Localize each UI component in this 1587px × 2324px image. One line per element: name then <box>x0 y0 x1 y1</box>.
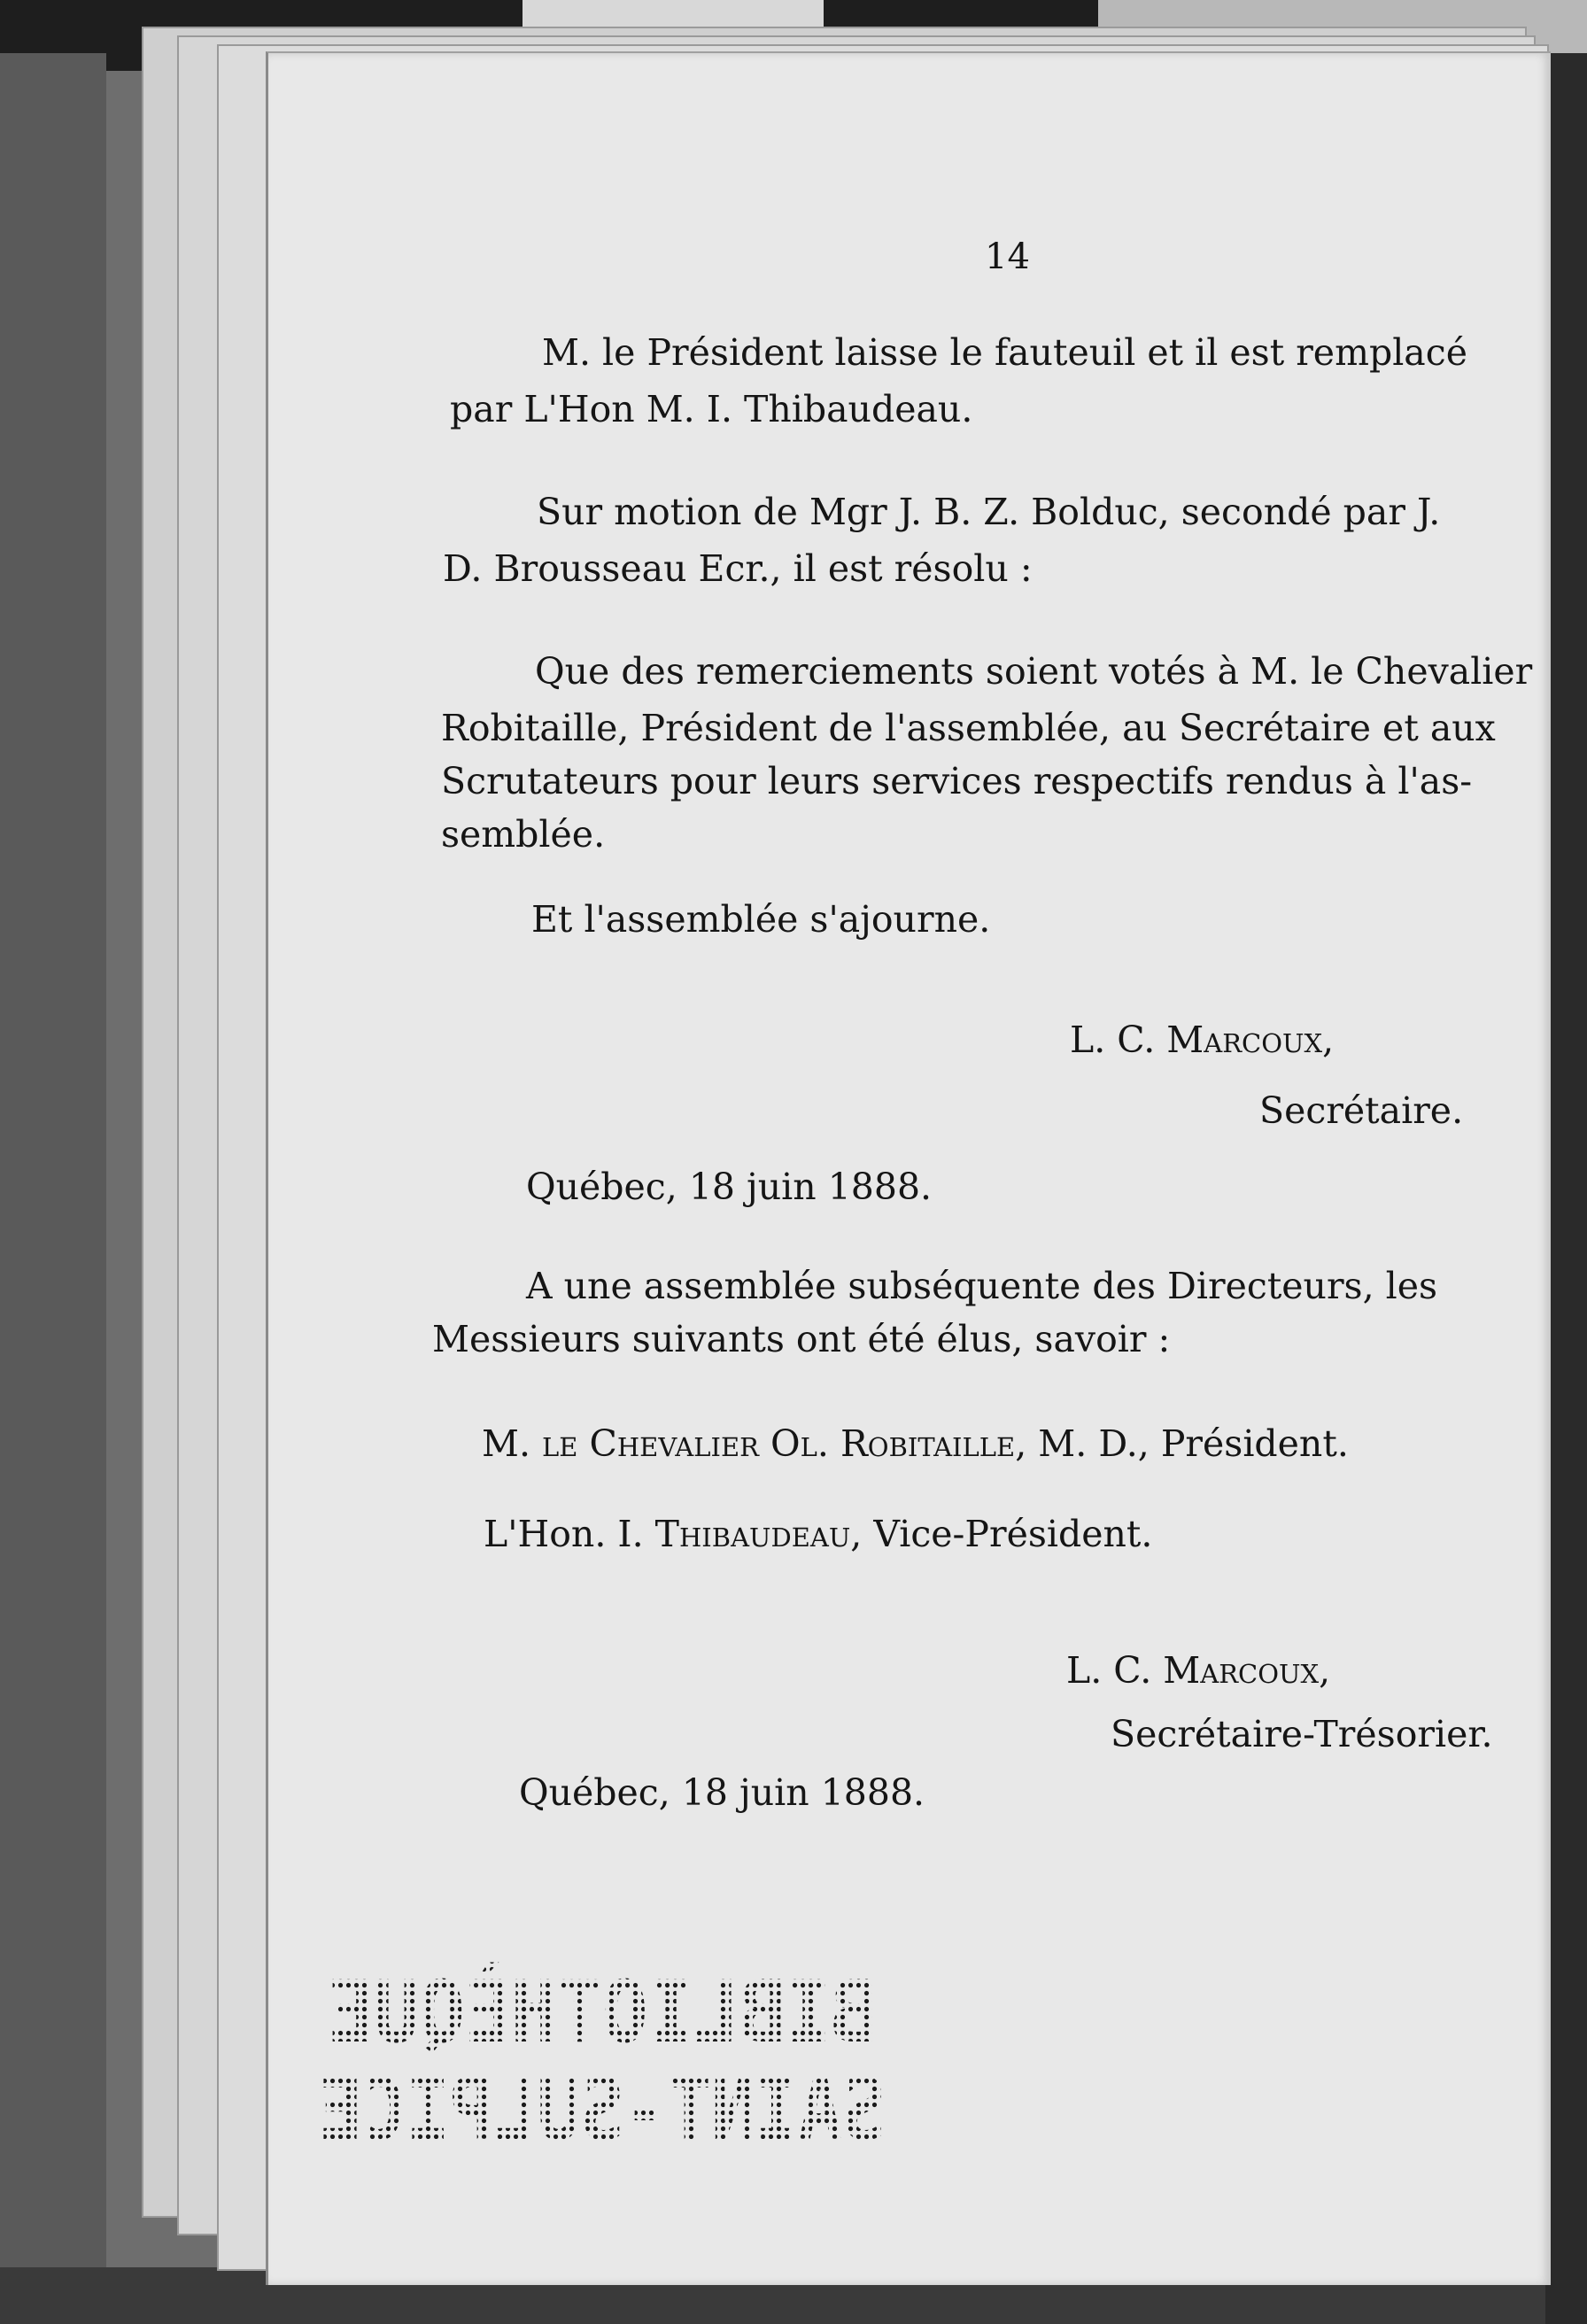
paragraph-line: M. le Président laisse le fauteuil et il est remplacé <box>542 331 1467 374</box>
paragraph-line: par L'Hon M. I. Thibaudeau. <box>450 388 973 430</box>
svg-text:SAINT-SULPICE: SAINT-SULPICE <box>319 2060 886 2159</box>
paragraph-line: Que des remerciements soient votés à M. le Chevalier <box>535 650 1533 693</box>
adjournment-line: Et l'assemblée s'ajourne. <box>531 898 991 941</box>
scan-background-left <box>0 53 106 2324</box>
page-number: 14 <box>985 236 1030 277</box>
paragraph-line: D. Brousseau Ecr., il est résolu : <box>443 547 1033 590</box>
paragraph-line: Scrutateurs pour leurs services respectifs rendus à l'as- <box>441 760 1473 802</box>
signature-name: L. C. Marcoux, <box>1066 1649 1331 1692</box>
paragraph-line: A une assemblée subséquente des Directeurs, les <box>526 1265 1438 1307</box>
paragraph-line: Robitaille, Président de l'assemblée, au Secrétaire et aux <box>441 707 1496 749</box>
officer-president: M. le Chevalier Ol. Robitaille, M. D., Président. <box>482 1422 1349 1465</box>
signature-title: Secrétaire. <box>1259 1089 1464 1132</box>
paragraph-line: semblée. <box>441 813 606 856</box>
paragraph-line: Sur motion de Mgr J. B. Z. Bolduc, secondé par J. <box>537 491 1441 533</box>
svg-text:BIBLIOTHÈQUE: BIBLIOTHÈQUE <box>262 1963 877 2062</box>
date-line: Québec, 18 juin 1888. <box>519 1771 925 1814</box>
date-line: Québec, 18 juin 1888. <box>526 1166 933 1208</box>
scan-background-right <box>1545 53 1587 2324</box>
paragraph-line: Messieurs suivants ont été élus, savoir : <box>432 1318 1171 1360</box>
signature-title: Secrétaire-Trésorier. <box>1111 1713 1493 1755</box>
signature-name: L. C. Marcoux, <box>1070 1019 1335 1061</box>
library-perforation-stamp <box>262 1957 894 2161</box>
officer-vice-president: L'Hon. I. Thibaudeau, Vice-Président. <box>484 1513 1153 1555</box>
